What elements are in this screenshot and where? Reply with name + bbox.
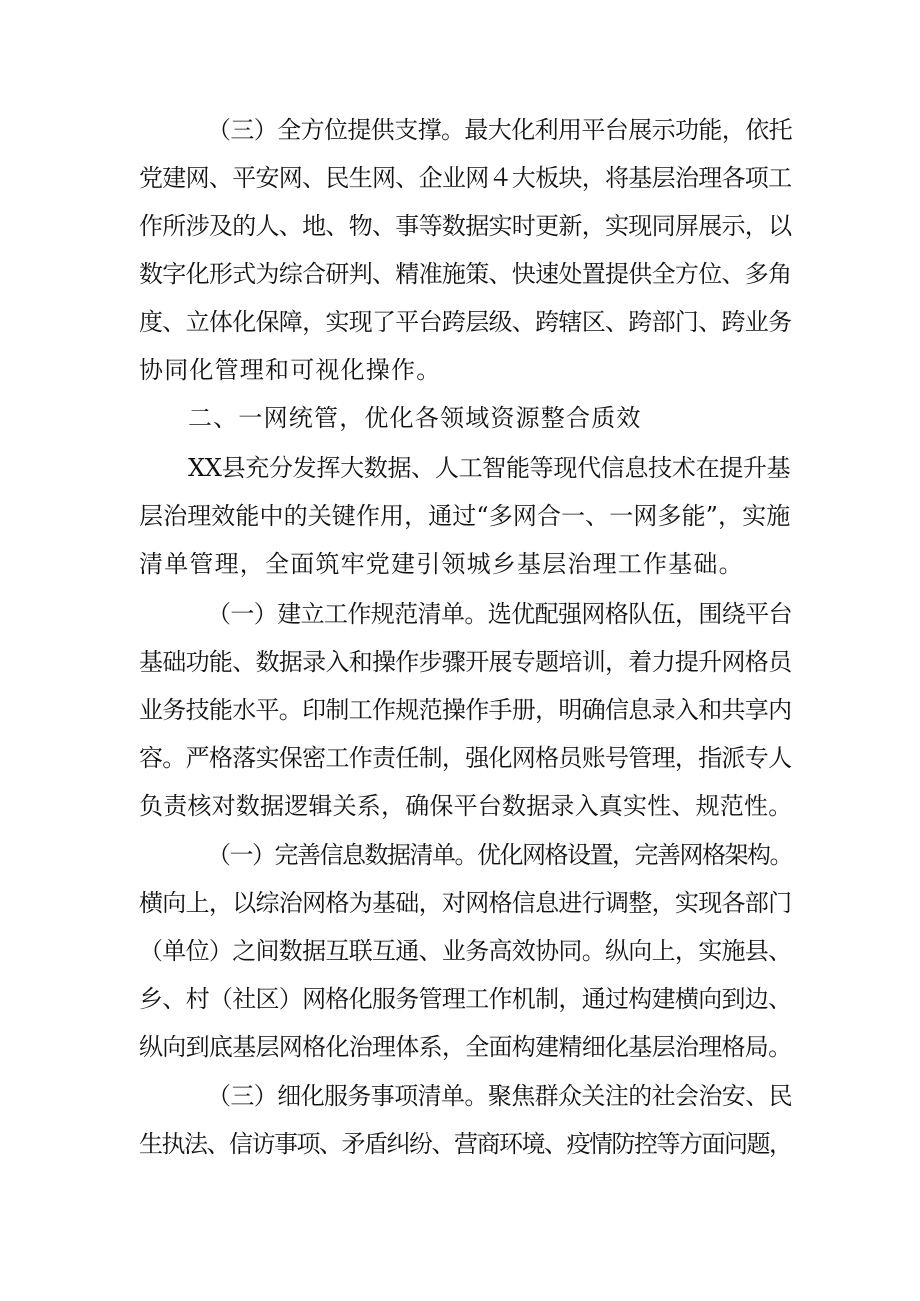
text-line: 协同化管理和可视化操作。 [139,356,442,384]
text-line: 乡、村（社区）网格化服务管理工作机制，通过构建横向到边、 [139,985,792,1013]
heading-line: 二、一网统管，优化各领域资源整合质效 [188,404,642,432]
text-line: 容。严格落实保密工作责任制，强化网格员账号管理，指派专人 [139,744,792,772]
text-line: 纵向到底基层网格化治理体系，全面构建精细化基层治理格局。 [139,1033,792,1061]
text-line: 数字化形式为综合研判、精准施策、快速处置提供全方位、多角 [139,260,792,288]
text-line: 负责核对数据逻辑关系，确保平台数据录入真实性、规范性。 [139,792,793,820]
text-line: 基础功能、数据录入和操作步骤开展专题培训，着力提升网格员 [139,648,792,676]
text-line: （三）全方位提供支撑。最大化利用平台展示功能，依托 [207,116,792,144]
text-line: （一）建立工作规范清单。选优配强网格队伍，围绕平台 [207,600,792,628]
text-line: （三）细化服务事项清单。聚焦群众关注的社会治安、民 [207,1082,792,1110]
text-line: 作所涉及的人、地、物、事等数据实时更新，实现同屏展示，以 [139,212,792,240]
text-line: 业务技能水平。印制工作规范操作手册，明确信息录入和共享内 [139,696,792,724]
text-line: （单位）之间数据互联互通、业务高效协同。纵向上，实施县、 [139,937,792,965]
text-line: 清单管理，全面筑牢党建引领城乡基层治理工作基础。 [139,550,744,578]
text-line: 横向上，以综治网格为基础，对网格信息进行调整，实现各部门 [139,889,792,917]
text-line: 党建网、平安网、民生网、企业网４大板块，将基层治理各项工 [139,164,792,192]
text-line: 生执法、信访事项、矛盾纠纷、营商环境、疫情防控等方面问题， [139,1130,792,1158]
text-line: 度、立体化保障，实现了平台跨层级、跨辖区、跨部门、跨业务 [139,308,792,336]
text-line: XX县充分发挥大数据、人工智能等现代信息技术在提升基 [188,454,791,482]
text-line: 层治理效能中的关键作用，通过“多网合一、一网多能”，实施 [139,502,791,530]
text-line: （一）完善信息数据清单。优化网格设置，完善网格架构。 [207,841,792,869]
